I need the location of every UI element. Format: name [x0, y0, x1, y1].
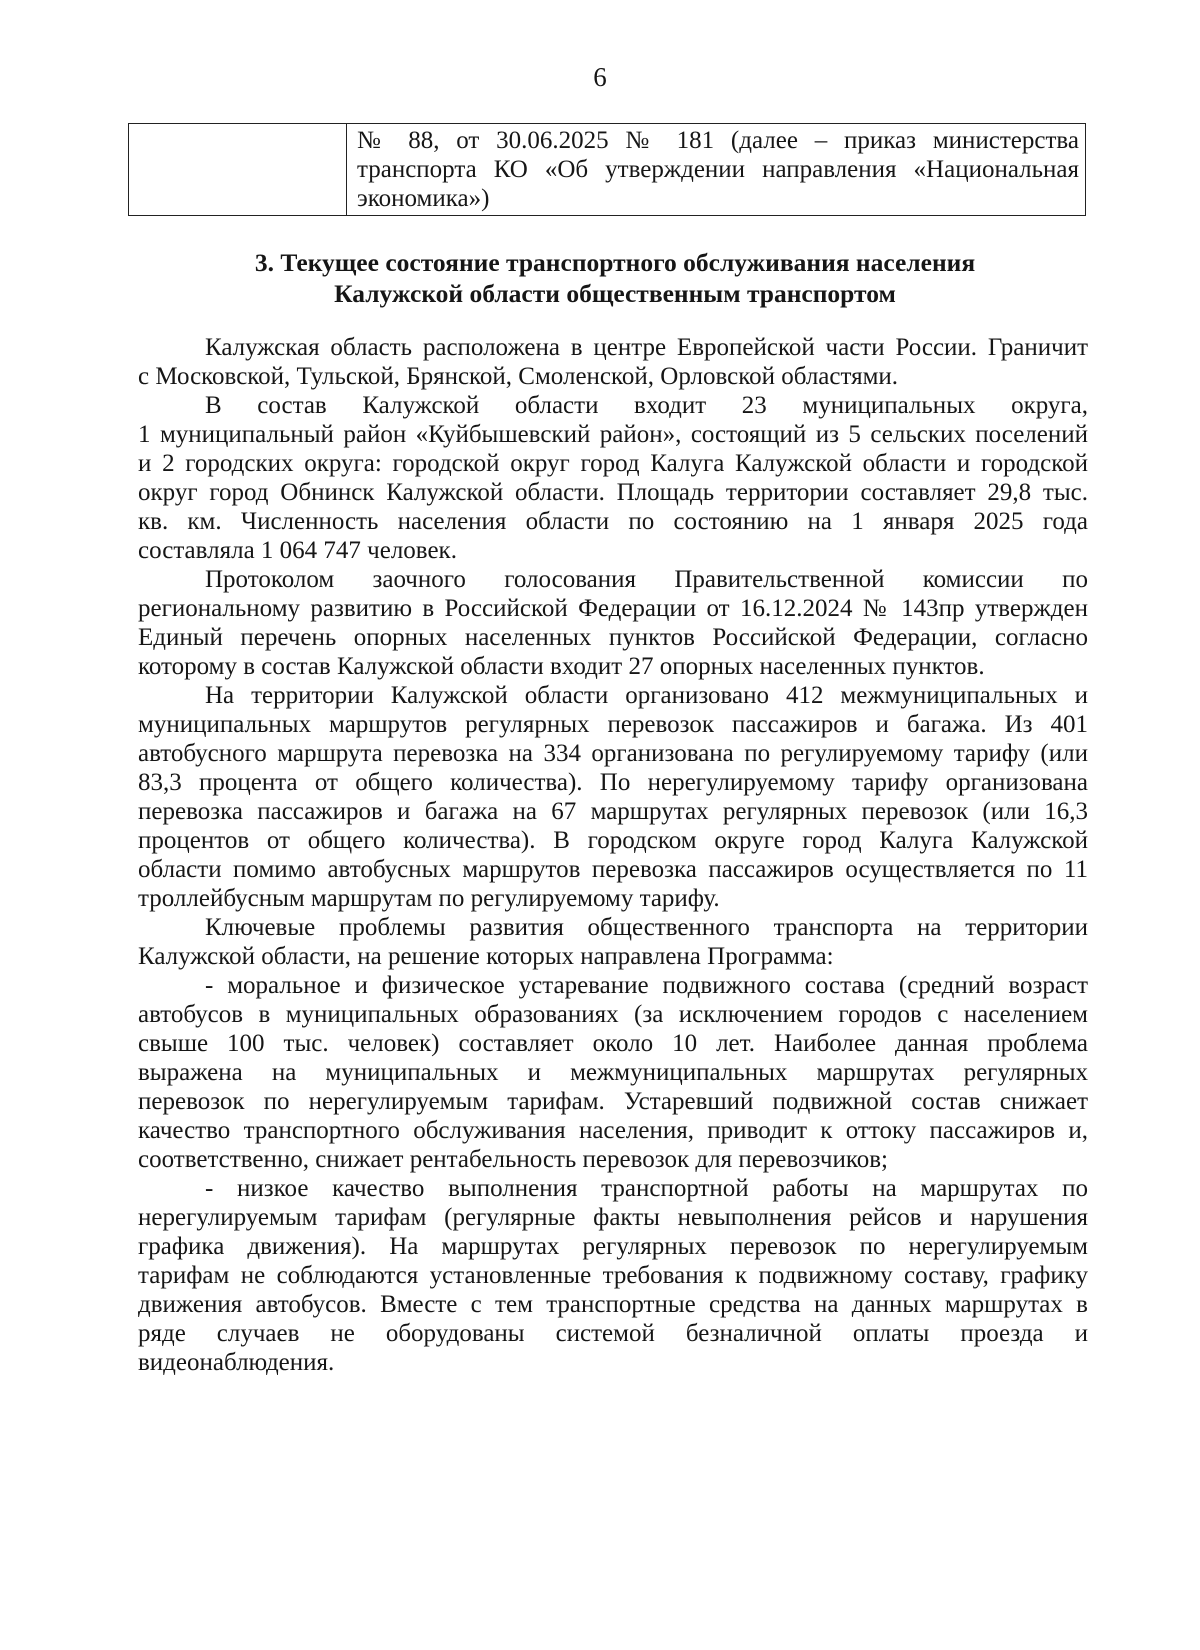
paragraph-line: перевозка пассажиров и багажа на 67 маршрутах регулярных перевозок (или 16,3 [138, 798, 1088, 825]
table-cell-line: № 88, от 30.06.2025 № 181 (далее – приказ министерства [357, 127, 1079, 154]
paragraph [138, 1174, 1088, 1377]
paragraph-line: качество транспортного обслуживания населения, приводит к оттоку пассажиров и, [138, 1117, 1088, 1144]
paragraph-line: области помимо автобусных маршрутов перевозка пассажиров осуществляется по 11 [138, 856, 1088, 883]
paragraph-line: региональному развитию в Российской Федерации от 16.12.2024 № 143пр утвержден [138, 595, 1088, 622]
body-text [138, 333, 1088, 1377]
table-cell-line: транспорта КО «Об утверждении направления «Национальная [357, 156, 1079, 183]
paragraph [138, 391, 1088, 565]
paragraph-line: 1 муниципальный район «Куйбышевский район», состоящий из 5 сельских поселений [138, 421, 1088, 448]
paragraph-line: автобусного маршрута перевозка на 334 организована по регулируемому тарифу (или [138, 740, 1088, 767]
table-row [129, 124, 1086, 216]
paragraph-line: Калужская область расположена в центре Европейской части России. Граничит [205, 334, 1088, 361]
paragraph-line: округ город Обнинск Калужской области. Площадь территории составляет 29,8 тыс. [138, 479, 1088, 506]
paragraph-line: перевозок по нерегулируемым тарифам. Устаревший подвижной состав снижает [138, 1088, 1088, 1115]
paragraph [138, 565, 1088, 681]
paragraph-line: На территории Калужской области организовано 412 межмуниципальных и [205, 682, 1088, 709]
paragraph-line: графика движения). На маршрутах регулярных перевозок по нерегулируемым [138, 1233, 1088, 1260]
paragraph-line: нерегулируемым тарифам (регулярные факты невыполнения рейсов и нарушения [138, 1204, 1088, 1231]
paragraph-line: соответственно, снижает рентабельность перевозок для перевозчиков; [138, 1146, 888, 1173]
paragraph-line: троллейбусным маршрутам по регулируемому тарифу. [138, 885, 720, 912]
paragraph-line: видеонаблюдения. [138, 1349, 335, 1376]
paragraph-line: Единый перечень опорных населенных пунктов Российской Федерации, согласно [138, 624, 1088, 651]
paragraph-line: кв. км. Численность населения области по состоянию на 1 января 2025 года [138, 508, 1088, 535]
paragraph-line: Калужской области, на решение которых направлена Программа: [138, 943, 834, 970]
table-cell-left [129, 124, 347, 216]
paragraph-line: 83,3 процента от общего количества). По нерегулируемому тарифу организована [138, 769, 1088, 796]
paragraph-line: - моральное и физическое устаревание подвижного состава (средний возраст [205, 972, 1088, 999]
paragraph-line: которому в состав Калужской области входит 27 опорных населенных пунктов. [138, 653, 985, 680]
paragraph [138, 333, 1088, 391]
section-heading [140, 247, 1090, 309]
paragraph-line: составляла 1 064 747 человек. [138, 537, 457, 564]
paragraph [138, 681, 1088, 913]
table-fragment [128, 123, 1086, 216]
page-number: 6 [593, 62, 607, 92]
paragraph-line: процентов от общего количества). В городском округе город Калуга Калужской [138, 827, 1088, 854]
paragraph-line: с Московской, Тульской, Брянской, Смоленской, Орловской областями. [138, 363, 899, 390]
table-cell-line: экономика») [357, 185, 490, 212]
paragraph-line: автобусов в муниципальных образованиях (за исключением городов с населением [138, 1001, 1088, 1028]
table-cell-right [347, 124, 1086, 216]
paragraph [138, 913, 1088, 971]
section-heading-line: 3. Текущее состояние транспортного обслуживания населения [254, 248, 976, 277]
paragraph-line: ряде случаев не оборудованы системой безналичной оплаты проезда и [138, 1320, 1088, 1347]
section-heading-line: Калужской области общественным транспортом [334, 279, 896, 308]
paragraph [138, 971, 1088, 1174]
paragraph-line: муниципальных маршрутов регулярных перевозок пассажиров и багажа. Из 401 [138, 711, 1088, 738]
paragraph-line: свыше 100 тыс. человек) составляет около 10 лет. Наиболее данная проблема [138, 1030, 1088, 1057]
paragraph-line: В состав Калужской области входит 23 муниципальных округа, [205, 392, 1088, 419]
paragraph-line: выражена на муниципальных и межмуниципальных маршрутах регулярных [138, 1059, 1088, 1086]
paragraph-line: тарифам не соблюдаются установленные требования к подвижному составу, графику [138, 1262, 1088, 1289]
paragraph-line: - низкое качество выполнения транспортной работы на маршрутах по [205, 1175, 1088, 1202]
paragraph-line: Ключевые проблемы развития общественного транспорта на территории [205, 914, 1088, 941]
paragraph-line: и 2 городских округа: городской округ город Калуга Калужской области и городской [138, 450, 1088, 477]
paragraph-line: движения автобусов. Вместе с тем транспортные средства на данных маршрутах в [138, 1291, 1088, 1318]
paragraph-line: Протоколом заочного голосования Правительственной комиссии по [205, 566, 1088, 593]
